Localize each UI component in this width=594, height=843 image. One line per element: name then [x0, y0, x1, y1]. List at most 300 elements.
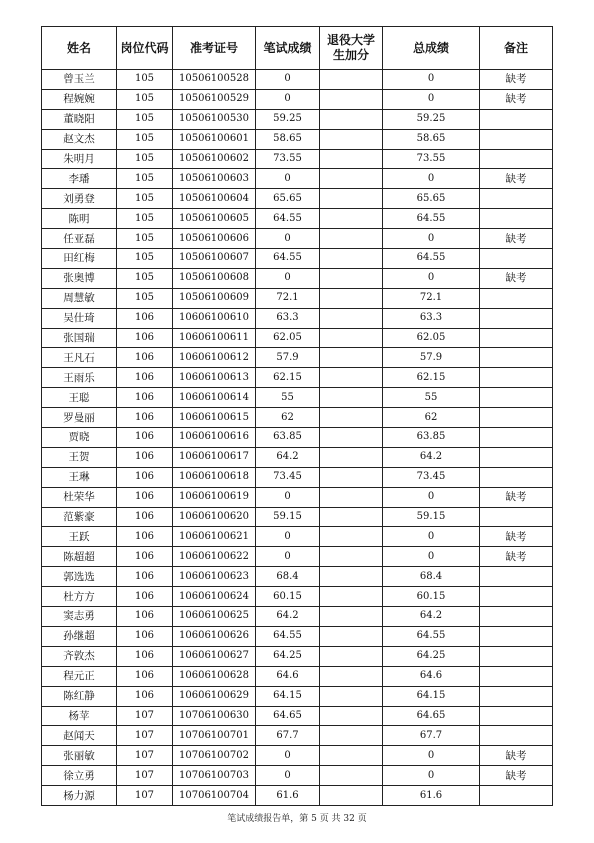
cell-written-score: 73.45: [256, 467, 320, 487]
header-remarks: 备注: [480, 27, 553, 70]
cell-exam-number: 10706100701: [173, 726, 256, 746]
header-veteran-bonus: [320, 27, 383, 70]
cell-total-score: 68.4: [383, 567, 480, 587]
cell-remarks: [480, 428, 553, 448]
cell-remarks: 缺考: [480, 766, 553, 786]
table-row: [42, 328, 553, 348]
cell-veteran-bonus: [320, 467, 383, 487]
cell-veteran-bonus: [320, 428, 383, 448]
cell-name: 刘勇登: [42, 189, 117, 209]
cell-veteran-bonus: [320, 209, 383, 229]
cell-total-score: 67.7: [383, 726, 480, 746]
table-row: [42, 288, 553, 308]
cell-position-code: 106: [117, 368, 173, 388]
cell-remarks: [480, 786, 553, 806]
cell-name: 任亚磊: [42, 229, 117, 249]
cell-name: 赵闻天: [42, 726, 117, 746]
header-veteran-bonus-label: 退役大学生加分: [326, 33, 375, 62]
cell-total-score: 73.45: [383, 467, 480, 487]
cell-written-score: 60.15: [256, 587, 320, 607]
cell-exam-number: 10506100608: [173, 268, 256, 288]
cell-exam-number: 10506100602: [173, 149, 256, 169]
cell-total-score: 63.3: [383, 308, 480, 328]
cell-written-score: 64.2: [256, 607, 320, 627]
table-row: [42, 89, 553, 109]
cell-remarks: 缺考: [480, 169, 553, 189]
cell-veteran-bonus: [320, 149, 383, 169]
table-header-row: [42, 27, 553, 70]
cell-exam-number: 10506100607: [173, 249, 256, 269]
cell-exam-number: 10606100623: [173, 567, 256, 587]
cell-total-score: 64.2: [383, 447, 480, 467]
header-name: 姓名: [42, 27, 117, 70]
cell-position-code: 106: [117, 587, 173, 607]
cell-total-score: 0: [383, 547, 480, 567]
header-written-score: 笔试成绩: [256, 27, 320, 70]
cell-name: 董晓阳: [42, 109, 117, 129]
table-row: [42, 149, 553, 169]
cell-total-score: 64.65: [383, 706, 480, 726]
cell-total-score: 64.2: [383, 607, 480, 627]
table-row: [42, 169, 553, 189]
cell-position-code: 105: [117, 149, 173, 169]
cell-position-code: 106: [117, 527, 173, 547]
cell-exam-number: 10606100614: [173, 388, 256, 408]
table-row: [42, 70, 553, 90]
cell-veteran-bonus: [320, 666, 383, 686]
cell-total-score: 62.05: [383, 328, 480, 348]
cell-total-score: 55: [383, 388, 480, 408]
cell-remarks: [480, 388, 553, 408]
cell-remarks: [480, 109, 553, 129]
cell-name: 孙继超: [42, 626, 117, 646]
cell-total-score: 59.15: [383, 507, 480, 527]
table-row: [42, 428, 553, 448]
cell-written-score: 58.65: [256, 129, 320, 149]
cell-written-score: 0: [256, 766, 320, 786]
cell-name: 范紫豪: [42, 507, 117, 527]
cell-exam-number: 10606100625: [173, 607, 256, 627]
cell-veteran-bonus: [320, 388, 383, 408]
cell-position-code: 106: [117, 487, 173, 507]
cell-position-code: 105: [117, 70, 173, 90]
cell-veteran-bonus: [320, 288, 383, 308]
cell-written-score: 0: [256, 169, 320, 189]
cell-position-code: 106: [117, 308, 173, 328]
cell-total-score: 0: [383, 487, 480, 507]
table-row: [42, 467, 553, 487]
cell-veteran-bonus: [320, 547, 383, 567]
cell-remarks: 缺考: [480, 487, 553, 507]
cell-position-code: 107: [117, 786, 173, 806]
cell-name: 陈超超: [42, 547, 117, 567]
table-row: [42, 507, 553, 527]
cell-position-code: 105: [117, 268, 173, 288]
cell-position-code: 106: [117, 447, 173, 467]
cell-name: 罗曼丽: [42, 408, 117, 428]
cell-veteran-bonus: [320, 189, 383, 209]
cell-remarks: [480, 189, 553, 209]
cell-exam-number: 10506100604: [173, 189, 256, 209]
table-row: [42, 348, 553, 368]
table-row: [42, 249, 553, 269]
table-row: [42, 408, 553, 428]
cell-total-score: 65.65: [383, 189, 480, 209]
cell-total-score: 0: [383, 527, 480, 547]
cell-position-code: 107: [117, 746, 173, 766]
cell-exam-number: 10606100629: [173, 686, 256, 706]
cell-total-score: 0: [383, 766, 480, 786]
cell-exam-number: 10606100627: [173, 646, 256, 666]
cell-written-score: 64.6: [256, 666, 320, 686]
cell-veteran-bonus: [320, 348, 383, 368]
cell-total-score: 57.9: [383, 348, 480, 368]
cell-total-score: 0: [383, 229, 480, 249]
cell-name: 王琳: [42, 467, 117, 487]
cell-written-score: 73.55: [256, 149, 320, 169]
cell-position-code: 105: [117, 109, 173, 129]
table-row: [42, 626, 553, 646]
cell-written-score: 55: [256, 388, 320, 408]
cell-total-score: 61.6: [383, 786, 480, 806]
cell-veteran-bonus: [320, 726, 383, 746]
cell-written-score: 0: [256, 89, 320, 109]
cell-name: 杜荣华: [42, 487, 117, 507]
cell-remarks: [480, 507, 553, 527]
cell-veteran-bonus: [320, 368, 383, 388]
cell-written-score: 62.05: [256, 328, 320, 348]
cell-exam-number: 10606100628: [173, 666, 256, 686]
cell-veteran-bonus: [320, 607, 383, 627]
cell-veteran-bonus: [320, 626, 383, 646]
cell-remarks: [480, 308, 553, 328]
table-row: [42, 726, 553, 746]
cell-position-code: 105: [117, 189, 173, 209]
cell-written-score: 64.25: [256, 646, 320, 666]
cell-name: 王贺: [42, 447, 117, 467]
cell-position-code: 106: [117, 348, 173, 368]
cell-name: 李璠: [42, 169, 117, 189]
score-report-sheet: [41, 26, 552, 806]
cell-written-score: 0: [256, 268, 320, 288]
cell-name: 杜方方: [42, 587, 117, 607]
cell-position-code: 105: [117, 249, 173, 269]
cell-name: 赵文杰: [42, 129, 117, 149]
table-row: [42, 368, 553, 388]
cell-remarks: [480, 467, 553, 487]
table-row: [42, 766, 553, 786]
cell-position-code: 106: [117, 507, 173, 527]
table-row: [42, 567, 553, 587]
cell-position-code: 107: [117, 766, 173, 786]
cell-written-score: 64.55: [256, 626, 320, 646]
cell-veteran-bonus: [320, 129, 383, 149]
cell-written-score: 65.65: [256, 189, 320, 209]
cell-exam-number: 10506100609: [173, 288, 256, 308]
table-row: [42, 229, 553, 249]
cell-exam-number: 10606100622: [173, 547, 256, 567]
cell-name: 王聪: [42, 388, 117, 408]
cell-position-code: 107: [117, 706, 173, 726]
cell-name: 王雨乐: [42, 368, 117, 388]
cell-total-score: 64.55: [383, 209, 480, 229]
cell-veteran-bonus: [320, 587, 383, 607]
cell-exam-number: 10506100601: [173, 129, 256, 149]
cell-remarks: 缺考: [480, 89, 553, 109]
cell-exam-number: 10506100606: [173, 229, 256, 249]
cell-veteran-bonus: [320, 746, 383, 766]
cell-total-score: 58.65: [383, 129, 480, 149]
cell-name: 朱明月: [42, 149, 117, 169]
table-row: [42, 706, 553, 726]
cell-exam-number: 10606100621: [173, 527, 256, 547]
cell-exam-number: 10606100618: [173, 467, 256, 487]
cell-total-score: 0: [383, 70, 480, 90]
cell-remarks: [480, 368, 553, 388]
cell-exam-number: 10706100703: [173, 766, 256, 786]
cell-position-code: 106: [117, 686, 173, 706]
cell-veteran-bonus: [320, 507, 383, 527]
cell-veteran-bonus: [320, 408, 383, 428]
cell-total-score: 64.15: [383, 686, 480, 706]
cell-remarks: 缺考: [480, 527, 553, 547]
table-row: [42, 686, 553, 706]
cell-written-score: 0: [256, 487, 320, 507]
cell-veteran-bonus: [320, 786, 383, 806]
cell-name: 张丽敏: [42, 746, 117, 766]
cell-written-score: 72.1: [256, 288, 320, 308]
cell-veteran-bonus: [320, 328, 383, 348]
table-row: [42, 666, 553, 686]
table-row: [42, 646, 553, 666]
cell-name: 王跃: [42, 527, 117, 547]
cell-total-score: 0: [383, 746, 480, 766]
cell-exam-number: 10706100630: [173, 706, 256, 726]
cell-remarks: [480, 706, 553, 726]
cell-position-code: 105: [117, 169, 173, 189]
cell-remarks: [480, 587, 553, 607]
cell-name: 徐立勇: [42, 766, 117, 786]
cell-veteran-bonus: [320, 229, 383, 249]
cell-name: 杨力源: [42, 786, 117, 806]
header-exam-number: 准考证号: [173, 27, 256, 70]
cell-veteran-bonus: [320, 527, 383, 547]
table-row: [42, 587, 553, 607]
cell-written-score: 64.2: [256, 447, 320, 467]
cell-exam-number: 10506100529: [173, 89, 256, 109]
cell-veteran-bonus: [320, 487, 383, 507]
table-row: [42, 268, 553, 288]
cell-position-code: 106: [117, 626, 173, 646]
cell-veteran-bonus: [320, 686, 383, 706]
cell-name: 吴仕琦: [42, 308, 117, 328]
cell-exam-number: 10706100704: [173, 786, 256, 806]
cell-remarks: 缺考: [480, 70, 553, 90]
cell-position-code: 105: [117, 209, 173, 229]
cell-written-score: 64.55: [256, 249, 320, 269]
cell-remarks: [480, 686, 553, 706]
cell-exam-number: 10606100620: [173, 507, 256, 527]
cell-exam-number: 10606100619: [173, 487, 256, 507]
cell-name: 张奥博: [42, 268, 117, 288]
cell-written-score: 0: [256, 547, 320, 567]
cell-veteran-bonus: [320, 706, 383, 726]
cell-written-score: 0: [256, 527, 320, 547]
cell-name: 陈红静: [42, 686, 117, 706]
cell-remarks: [480, 129, 553, 149]
cell-position-code: 106: [117, 646, 173, 666]
cell-total-score: 72.1: [383, 288, 480, 308]
cell-remarks: [480, 607, 553, 627]
cell-position-code: 105: [117, 288, 173, 308]
table-row: [42, 129, 553, 149]
table-row: [42, 109, 553, 129]
table-row: [42, 547, 553, 567]
cell-exam-number: 10606100616: [173, 428, 256, 448]
cell-name: 杨苹: [42, 706, 117, 726]
cell-written-score: 57.9: [256, 348, 320, 368]
cell-veteran-bonus: [320, 308, 383, 328]
cell-veteran-bonus: [320, 567, 383, 587]
cell-exam-number: 10606100626: [173, 626, 256, 646]
cell-name: 贾晓: [42, 428, 117, 448]
cell-veteran-bonus: [320, 646, 383, 666]
cell-exam-number: 10606100613: [173, 368, 256, 388]
cell-remarks: [480, 408, 553, 428]
cell-written-score: 64.15: [256, 686, 320, 706]
cell-total-score: 0: [383, 169, 480, 189]
header-position-code: 岗位代码: [117, 27, 173, 70]
table-body: [42, 70, 553, 806]
cell-position-code: 106: [117, 408, 173, 428]
cell-name: 曾玉兰: [42, 70, 117, 90]
cell-exam-number: 10506100530: [173, 109, 256, 129]
table-row: [42, 527, 553, 547]
cell-name: 陈明: [42, 209, 117, 229]
cell-exam-number: 10606100615: [173, 408, 256, 428]
table-row: [42, 746, 553, 766]
cell-veteran-bonus: [320, 268, 383, 288]
cell-total-score: 63.85: [383, 428, 480, 448]
cell-written-score: 64.65: [256, 706, 320, 726]
cell-veteran-bonus: [320, 169, 383, 189]
cell-exam-number: 10606100612: [173, 348, 256, 368]
cell-written-score: 62: [256, 408, 320, 428]
cell-remarks: [480, 666, 553, 686]
cell-total-score: 0: [383, 89, 480, 109]
cell-exam-number: 10506100605: [173, 209, 256, 229]
cell-position-code: 106: [117, 567, 173, 587]
cell-position-code: 107: [117, 726, 173, 746]
cell-remarks: [480, 249, 553, 269]
cell-remarks: [480, 567, 553, 587]
cell-total-score: 73.55: [383, 149, 480, 169]
cell-total-score: 0: [383, 268, 480, 288]
cell-total-score: 59.25: [383, 109, 480, 129]
cell-total-score: 64.55: [383, 249, 480, 269]
cell-veteran-bonus: [320, 109, 383, 129]
cell-remarks: [480, 348, 553, 368]
cell-written-score: 68.4: [256, 567, 320, 587]
cell-remarks: [480, 328, 553, 348]
cell-remarks: [480, 288, 553, 308]
cell-total-score: 60.15: [383, 587, 480, 607]
cell-remarks: 缺考: [480, 268, 553, 288]
cell-name: 田红梅: [42, 249, 117, 269]
cell-position-code: 105: [117, 89, 173, 109]
cell-total-score: 64.55: [383, 626, 480, 646]
cell-veteran-bonus: [320, 766, 383, 786]
cell-remarks: [480, 726, 553, 746]
cell-remarks: 缺考: [480, 746, 553, 766]
cell-veteran-bonus: [320, 447, 383, 467]
table-row: [42, 786, 553, 806]
cell-written-score: 64.55: [256, 209, 320, 229]
cell-exam-number: 10506100528: [173, 70, 256, 90]
cell-remarks: 缺考: [480, 229, 553, 249]
cell-written-score: 59.25: [256, 109, 320, 129]
cell-total-score: 64.25: [383, 646, 480, 666]
cell-veteran-bonus: [320, 249, 383, 269]
cell-exam-number: 10606100624: [173, 587, 256, 607]
cell-remarks: [480, 149, 553, 169]
cell-written-score: 62.15: [256, 368, 320, 388]
cell-exam-number: 10706100702: [173, 746, 256, 766]
header-total-score: 总成绩: [383, 27, 480, 70]
cell-name: 王凡石: [42, 348, 117, 368]
cell-position-code: 106: [117, 428, 173, 448]
cell-position-code: 105: [117, 129, 173, 149]
cell-total-score: 62: [383, 408, 480, 428]
cell-remarks: [480, 447, 553, 467]
table-row: [42, 209, 553, 229]
cell-remarks: [480, 209, 553, 229]
cell-exam-number: 10606100617: [173, 447, 256, 467]
table-row: [42, 607, 553, 627]
table-row: [42, 308, 553, 328]
cell-remarks: [480, 646, 553, 666]
cell-written-score: 63.3: [256, 308, 320, 328]
cell-position-code: 106: [117, 547, 173, 567]
table-row: [42, 388, 553, 408]
cell-position-code: 106: [117, 467, 173, 487]
table-row: [42, 189, 553, 209]
cell-position-code: 106: [117, 388, 173, 408]
cell-veteran-bonus: [320, 89, 383, 109]
cell-remarks: 缺考: [480, 547, 553, 567]
cell-total-score: 64.6: [383, 666, 480, 686]
score-table: [41, 26, 553, 806]
cell-veteran-bonus: [320, 70, 383, 90]
cell-written-score: 0: [256, 229, 320, 249]
table-row: [42, 447, 553, 467]
cell-remarks: [480, 626, 553, 646]
cell-name: 窦志勇: [42, 607, 117, 627]
cell-written-score: 59.15: [256, 507, 320, 527]
table-row: [42, 487, 553, 507]
cell-position-code: 106: [117, 328, 173, 348]
cell-written-score: 63.85: [256, 428, 320, 448]
cell-exam-number: 10606100610: [173, 308, 256, 328]
cell-name: 郭选选: [42, 567, 117, 587]
cell-name: 张国瑞: [42, 328, 117, 348]
cell-written-score: 0: [256, 70, 320, 90]
cell-total-score: 62.15: [383, 368, 480, 388]
cell-position-code: 106: [117, 666, 173, 686]
cell-name: 周慧敏: [42, 288, 117, 308]
cell-written-score: 0: [256, 746, 320, 766]
cell-exam-number: 10606100611: [173, 328, 256, 348]
